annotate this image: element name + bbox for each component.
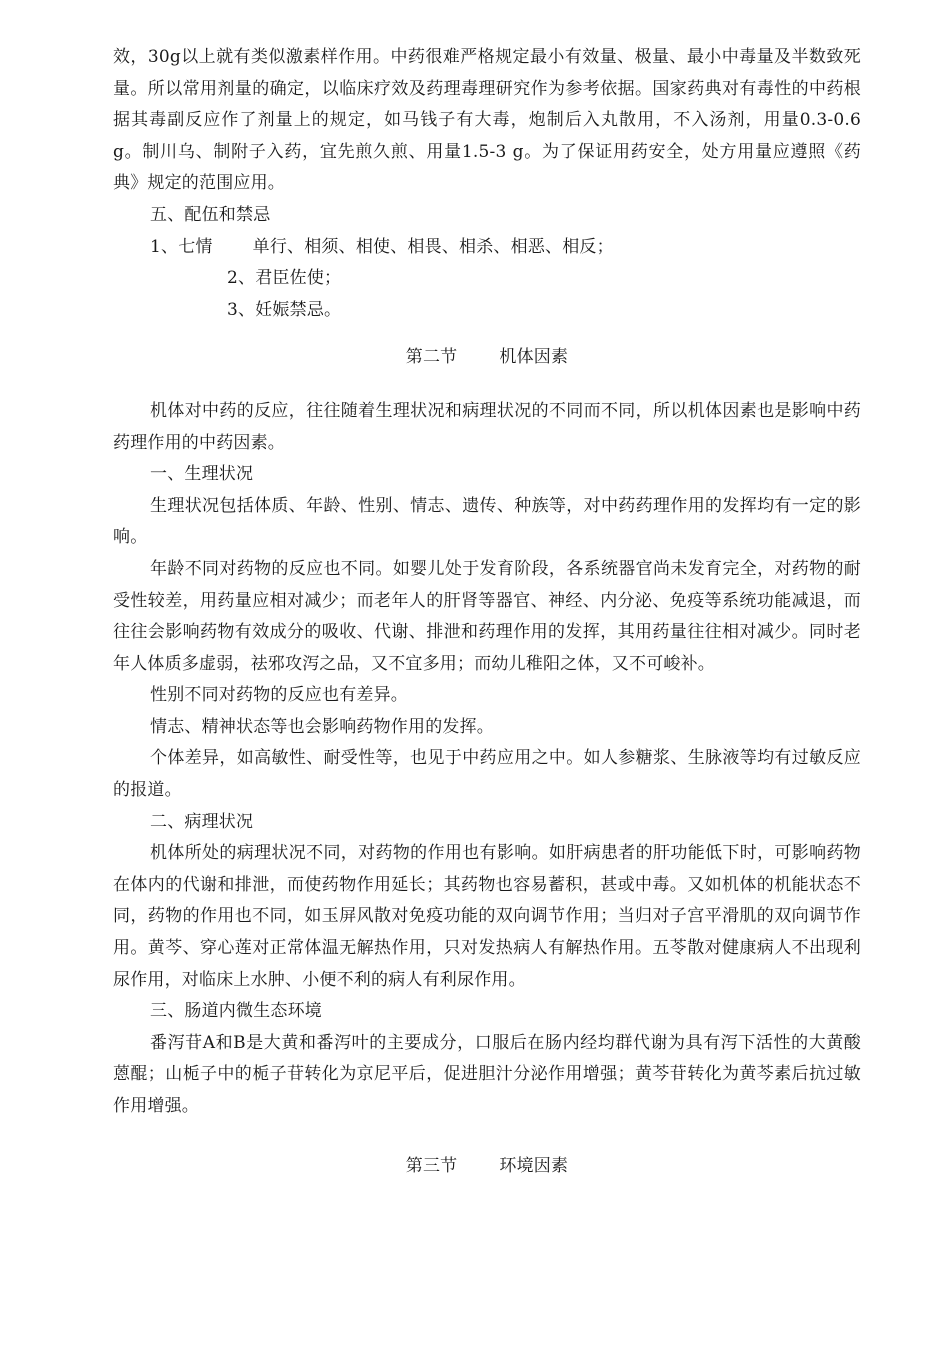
physiology-heading: 一、生理状况 [150, 464, 254, 485]
compatibility-item-1 [113, 232, 861, 264]
section-3-title [113, 1151, 861, 1183]
section-2-name: 机体因素 [499, 347, 569, 368]
pathology-heading: 二、病理状况 [150, 811, 254, 832]
physiology-paragraph-3: 性别不同对药物的反应也有差异。 [150, 685, 408, 706]
compatibility-item-2: 2、君臣佐使； [227, 268, 342, 289]
physiology-paragraph-2: 年龄不同对药物的反应也不同。如婴儿处于发育阶段，各系统器官尚未发育完全，对药物的耐受性较差，用药量应相对减少；而老年人的肝肾等器官、神经、内分泌、免疫等系统功能减退，而往往会影响药物有效成分的吸收、代谢、排泄和药理作用的发挥，其用药量往往相对减少。同时老年人体质多虚弱，祛邪攻泻之品，又不宜多用；而幼儿稚阳之体，又不可峻补。 [113, 558, 861, 674]
physiology-paragraph-4: 情志、精神状态等也会影响药物作用的发挥。 [150, 716, 494, 737]
physiology-paragraph-1: 生理状况包括体质、年龄、性别、情志、遗传、种族等，对中药药理作用的发挥均有一定的影响。 [113, 495, 861, 548]
section-2-intro: 机体对中药的反应，往往随着生理状况和病理状况的不同而不同，所以机体因素也是影响中药药理作用的中药因素。 [113, 400, 861, 453]
section-3-name: 环境因素 [499, 1155, 569, 1176]
intro-paragraph: 效，30g以上就有类似激素样作用。中药很难严格规定最小有效量、极量、最小中毒量及半数致死量。所以常用剂量的确定，以临床疗效及药理毒理研究作为参考依据。国家药典对有毒性的中药根据其毒副反应作了剂量上的规定，如马钱子有大毒，炮制后入丸散用，不入汤剂，用量0.3-0.6 g。制川乌、制附子入药，宜先煎久煎、用量1.5-3 g。为了保证用药安全，处方用量应遵照《药典》规定的范围应用。 [113, 47, 861, 194]
section-2-number: 第二节 [405, 347, 458, 368]
physiology-paragraph-5: 个体差异，如高敏性、耐受性等，也见于中药应用之中。如人参糖浆、生脉液等均有过敏反应的报道。 [113, 748, 861, 801]
section-3-number: 第三节 [405, 1155, 458, 1176]
section-2-title [113, 342, 861, 374]
compatibility-heading: 五、配伍和禁忌 [150, 204, 271, 225]
compatibility-item-3: 3、妊娠禁忌。 [227, 299, 342, 320]
pathology-paragraph: 机体所处的病理状况不同，对药物的作用也有影响。如肝病患者的肝功能低下时，可影响药物在体内的代谢和排泄，而使药物作用延长；其药物也容易蓄积，甚或中毒。又如机体的机能状态不同，药物的作用也不同，如玉屏风散对免疫功能的双向调节作用；当归对子宫平滑肌的双向调节作用。黄芩、穿心莲对正常体温无解热作用，只对发热病人有解热作用。五苓散对健康病人不出现利尿作用，对临床上水肿、小便不利的病人有利尿作用。 [113, 843, 861, 990]
microbiome-heading: 三、肠道内微生态环境 [150, 1001, 322, 1022]
compatibility-item-1-text: 单行、相须、相使、相畏、相杀、相恶、相反； [252, 236, 614, 257]
microbiome-paragraph: 番泻苷A和B是大黄和番泻叶的主要成分，口服后在肠内经均群代谢为具有泻下活性的大黄酸蒽醌；山栀子中的栀子苷转化为京尼平后，促进胆汁分泌作用增强；黄芩苷转化为黄芩素后抗过敏作用增强。 [113, 1032, 861, 1116]
document-page [113, 42, 861, 1182]
compatibility-item-1-label: 1、七情 [150, 236, 213, 257]
